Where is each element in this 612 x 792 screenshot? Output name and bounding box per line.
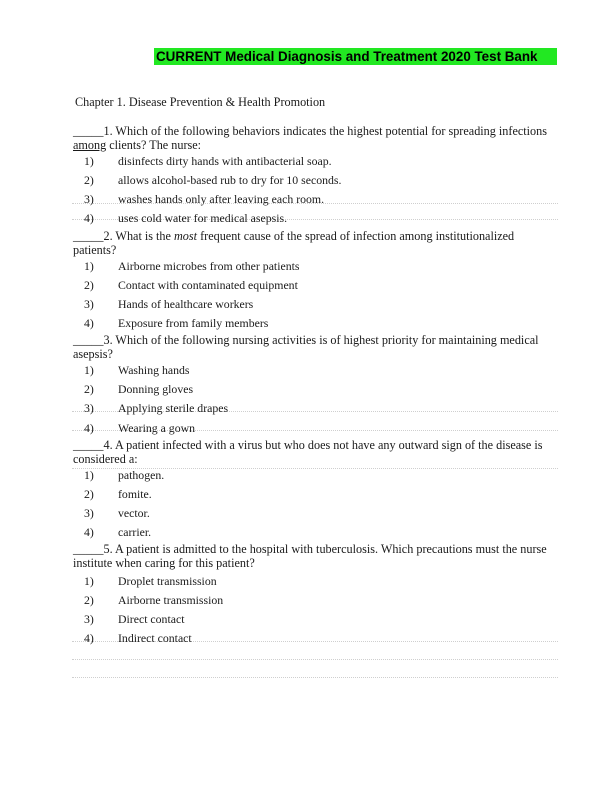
- question-text-pre: _____2. What is the: [73, 229, 174, 243]
- option-text: Airborne transmission: [118, 593, 224, 607]
- question-text-continued: [73, 138, 201, 152]
- answer-option: [84, 631, 192, 645]
- option-number: 3): [84, 506, 94, 520]
- question-text-continued: patients?: [73, 243, 117, 257]
- option-number: 4): [84, 631, 94, 645]
- option-number: 1): [84, 154, 94, 168]
- option-number: 1): [84, 574, 94, 588]
- emphasized-word: most: [174, 229, 198, 243]
- question-text: _____4. A patient infected with a virus but who does not have any outward sign of the disease is: [73, 438, 543, 452]
- option-number: 2): [84, 487, 94, 501]
- option-number: 4): [84, 421, 94, 435]
- question-text: _____5. A patient is admitted to the hospital with tuberculosis. Which precautions must the nurse: [73, 542, 547, 556]
- question-text: _____1. Which of the following behaviors indicates the highest potential for spreading infections: [73, 124, 547, 138]
- option-text: carrier.: [118, 525, 152, 539]
- option-text: vector.: [118, 506, 150, 520]
- option-text: uses cold water for medical asepsis.: [118, 211, 288, 225]
- question-text-post: frequent cause of the spread of infection among institutionalized: [197, 229, 515, 243]
- answer-option: [84, 211, 287, 225]
- option-text: washes hands only after leaving each room.: [118, 192, 325, 206]
- question-text-continued: asepsis?: [73, 347, 113, 361]
- option-text: Airborne microbes from other patients: [118, 259, 300, 273]
- answer-option: [84, 363, 189, 377]
- option-number: 4): [84, 525, 94, 539]
- option-text: Wearing a gown: [118, 421, 196, 435]
- option-text: Contact with contaminated equipment: [118, 278, 298, 292]
- option-number: 3): [84, 192, 94, 206]
- divider: [72, 659, 558, 660]
- answer-option: [84, 154, 332, 168]
- option-number: 1): [84, 363, 94, 377]
- chapter-heading: Chapter 1. Disease Prevention & Health Promotion: [75, 95, 326, 109]
- answer-option: [84, 297, 253, 311]
- answer-option: [84, 173, 341, 187]
- question-text-continued: institute when caring for this patient?: [73, 556, 255, 570]
- answer-option: [84, 316, 268, 330]
- option-text: disinfects dirty hands with antibacterial soap.: [118, 154, 332, 168]
- answer-option: [84, 192, 324, 206]
- option-number: 4): [84, 211, 94, 225]
- option-number: 4): [84, 316, 94, 330]
- option-text: Donning gloves: [118, 382, 194, 396]
- question-text: _____3. Which of the following nursing activities is of highest priority for maintaining medical: [73, 333, 539, 347]
- answer-option: [84, 593, 223, 607]
- option-text: Applying sterile drapes: [118, 401, 229, 415]
- answer-option: [84, 612, 184, 626]
- option-text: Washing hands: [118, 363, 190, 377]
- option-text: Hands of healthcare workers: [118, 297, 254, 311]
- option-text: Exposure from family members: [118, 316, 269, 330]
- option-text: pathogen.: [118, 468, 165, 482]
- answer-option: [84, 401, 228, 415]
- document-title-banner: CURRENT Medical Diagnosis and Treatment 2020 Test Bank: [154, 48, 557, 65]
- answer-option: [84, 421, 195, 435]
- option-number: 3): [84, 612, 94, 626]
- answer-option: [84, 574, 217, 588]
- answer-option: [84, 506, 150, 520]
- option-text: Indirect contact: [118, 631, 192, 645]
- option-text: fomite.: [118, 487, 152, 501]
- question-text: [73, 229, 514, 243]
- option-number: 2): [84, 173, 94, 187]
- option-number: 3): [84, 401, 94, 415]
- answer-option: [84, 525, 151, 539]
- question-text-continued: considered a:: [73, 452, 138, 466]
- question-text-rest: clients? The nurse:: [106, 138, 202, 152]
- option-number: 2): [84, 278, 94, 292]
- option-text: allows alcohol-based rub to dry for 10 seconds.: [118, 173, 342, 187]
- answer-option: [84, 382, 193, 396]
- option-number: 3): [84, 297, 94, 311]
- option-number: 1): [84, 259, 94, 273]
- answer-option: [84, 487, 152, 501]
- option-text: Droplet transmission: [118, 574, 217, 588]
- answer-option: [84, 259, 300, 273]
- underlined-word: among: [73, 138, 107, 152]
- divider: [72, 677, 558, 678]
- option-text: Direct contact: [118, 612, 185, 626]
- answer-option: [84, 278, 298, 292]
- option-number: 1): [84, 468, 94, 482]
- option-number: 2): [84, 593, 94, 607]
- option-number: 2): [84, 382, 94, 396]
- answer-option: [84, 468, 164, 482]
